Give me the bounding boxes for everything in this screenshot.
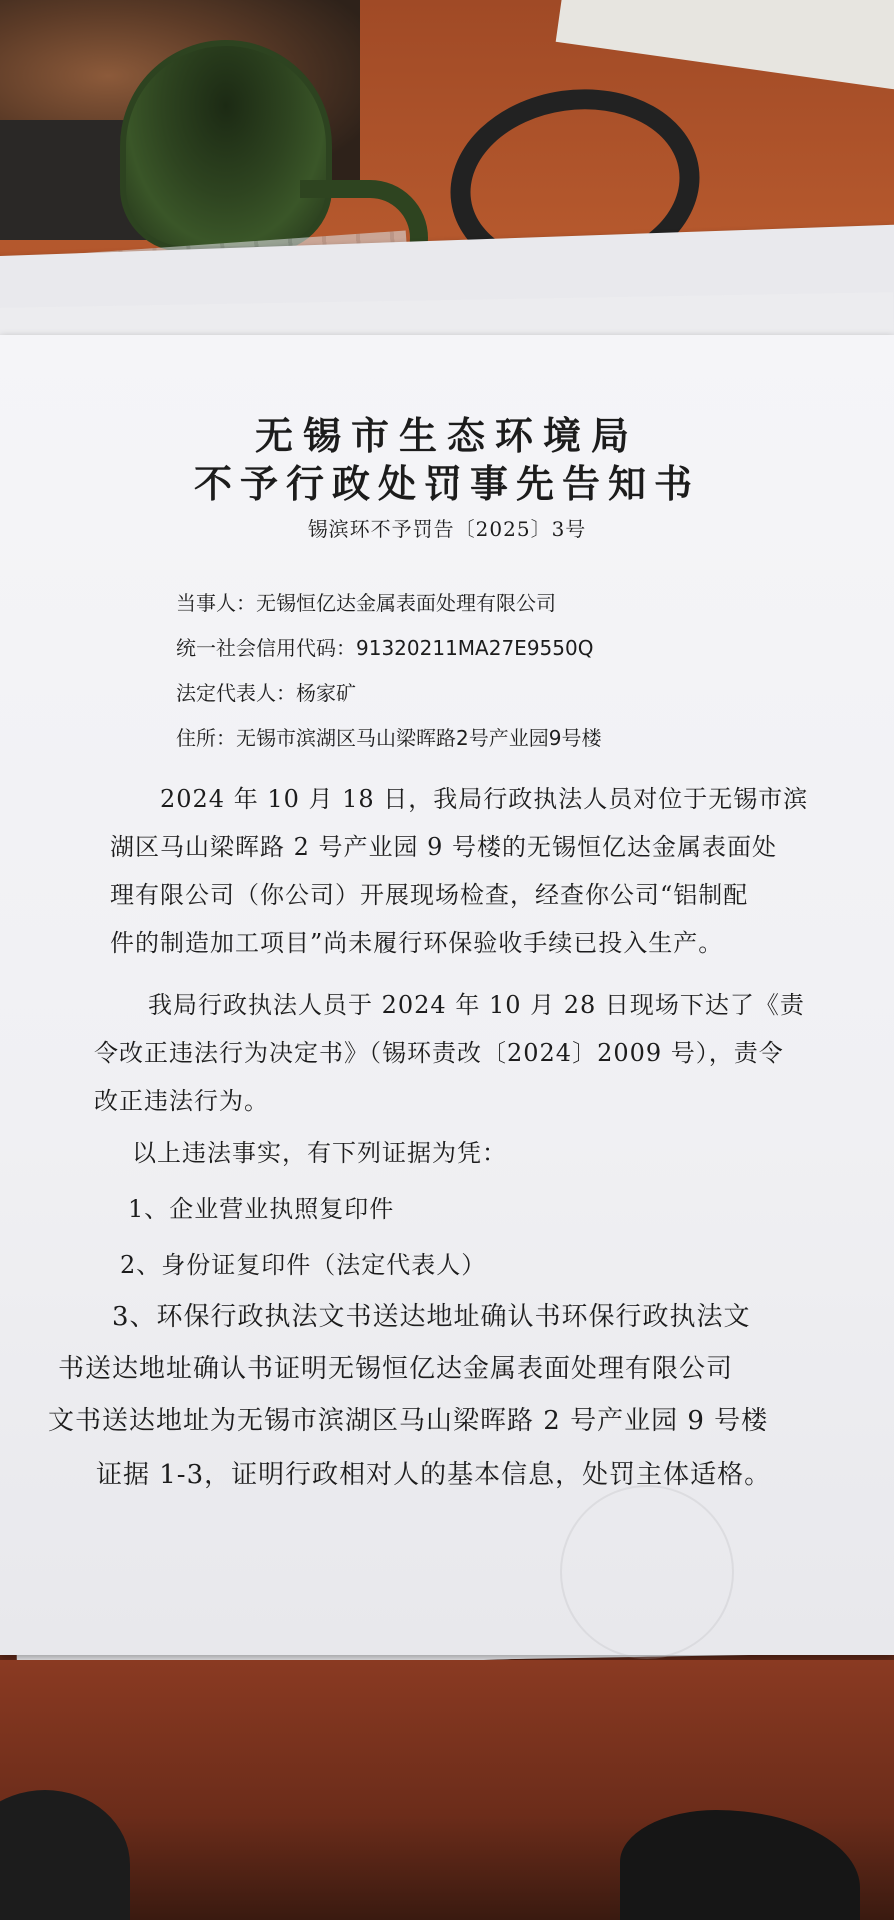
title-document-type: 不予行政处罚事先告知书 <box>193 461 700 506</box>
document-number: 锡滨环不予罚告〔2025〕3号 <box>307 517 587 541</box>
document-page <box>0 335 894 1655</box>
party-name: 当事人：无锡恒亿达金属表面处理有限公司 <box>176 591 556 615</box>
background-paper <box>556 0 894 97</box>
evidence-intro: 以上违法事实，有下列证据为凭： <box>132 1139 507 1167</box>
title-issuer: 无锡市生态环境局 <box>254 413 639 458</box>
document-body <box>0 335 894 1655</box>
evidence-conclusion: 证据 1-3，证明行政相对人的基本信息，处罚主体适格。 <box>96 1460 772 1490</box>
para1-line: 2024 年 10 月 18 日，我局行政执法人员对位于无锡市滨 <box>160 785 809 813</box>
evidence-item: 2、身份证复印件（法定代表人） <box>120 1251 487 1279</box>
evidence3-line: 书送达地址确认书证明无锡恒亿达金属表面处理有限公司 <box>58 1354 734 1384</box>
para2-line: 令改正违法行为决定书》（锡环责改〔2024〕2009 号），责令 <box>94 1039 784 1067</box>
para1-line: 湖区马山梁晖路 2 号产业园 9 号楼的无锡恒亿达金属表面处 <box>110 833 778 861</box>
party-address: 住所：无锡市滨湖区马山梁晖路2号产业园9号楼 <box>176 726 602 750</box>
evidence3-line: 3、环保行政执法文书送达地址确认书环保行政执法文 <box>112 1302 751 1332</box>
legal-representative: 法定代表人：杨家矿 <box>176 681 356 705</box>
credit-code: 统一社会信用代码：91320211MA27E9550Q <box>176 636 594 660</box>
faint-seal <box>560 1485 734 1659</box>
para2-line: 我局行政执法人员于 2024 年 10 月 28 日现场下达了《责 <box>148 991 805 1019</box>
evidence-item: 1、企业营业执照复印件 <box>128 1195 395 1223</box>
para2-line: 改正违法行为。 <box>94 1087 269 1115</box>
evidence3-line: 文书送达地址为无锡市滨湖区马山梁晖路 2 号产业园 9 号楼 <box>48 1406 769 1436</box>
para1-line: 件的制造加工项目”尚未履行环保验收手续已投入生产。 <box>110 929 724 957</box>
para1-line: 理有限公司（你公司）开展现场检查，经查你公司“铝制配 <box>110 881 749 909</box>
